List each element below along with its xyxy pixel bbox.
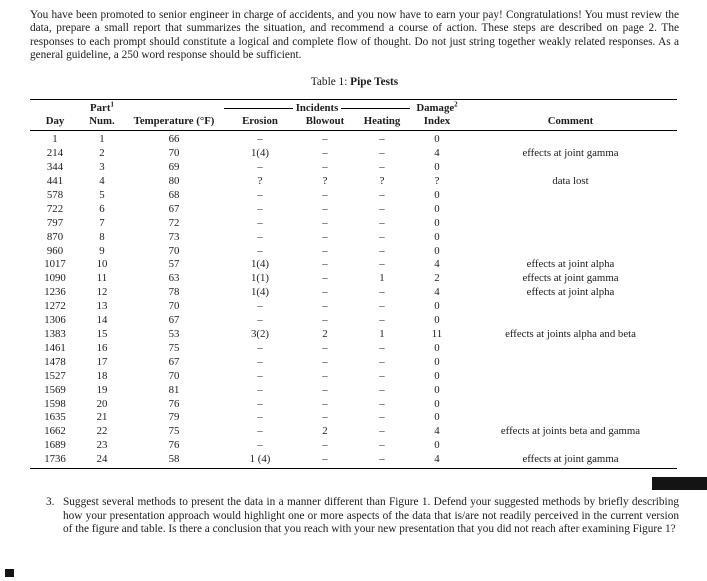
cell-heating: – — [379, 230, 385, 243]
cell-erosion: 1(4) — [251, 147, 269, 160]
cell-comment: effects at joint alpha — [526, 258, 615, 271]
cell-comment — [464, 384, 677, 398]
cell-erosion: – — [257, 355, 263, 368]
table-body — [30, 131, 677, 469]
cell-comment: effects at joints alpha and beta — [505, 328, 636, 340]
table-row — [30, 342, 677, 356]
table-row — [30, 147, 677, 161]
cell-erosion: – — [257, 188, 263, 201]
pipe-tests-table — [30, 99, 677, 470]
cell-blowout: – — [322, 341, 328, 354]
cell-day: 1272 — [44, 300, 66, 313]
cell-blowout: – — [322, 202, 328, 215]
cell-blowout: – — [322, 244, 328, 257]
table-column-header-row — [30, 115, 677, 130]
cell-temperature: 70 — [168, 147, 180, 160]
cell-temperature: 80 — [168, 175, 180, 188]
cell-erosion: – — [257, 439, 263, 452]
cell-temperature: 75 — [168, 341, 180, 354]
table-row — [30, 161, 677, 175]
cell-erosion: 1(4) — [251, 286, 269, 299]
cell-damage-index: 11 — [431, 328, 443, 340]
table-row — [30, 384, 677, 398]
cell-blowout: – — [322, 216, 328, 229]
cell-temperature: 68 — [168, 188, 180, 201]
cell-temperature: 58 — [124, 453, 224, 468]
cell-day: 1569 — [44, 383, 66, 396]
cell-comment — [464, 245, 677, 259]
cell-damage-index: 0 — [434, 188, 440, 201]
header-part-label: Part — [90, 101, 111, 114]
cell-part-num: 9 — [99, 244, 105, 257]
column-header-part-num: Num. — [80, 115, 124, 130]
question-number: 3. — [46, 496, 55, 509]
cell-comment: data lost — [552, 175, 589, 188]
cell-day: 1478 — [44, 355, 66, 368]
table-row — [30, 439, 677, 453]
header-spacer — [464, 99, 677, 115]
table-row — [30, 425, 677, 439]
cell-day: 578 — [46, 188, 64, 201]
cell-damage-index: 0 — [434, 230, 440, 243]
cell-erosion: 3(2) — [251, 328, 269, 340]
cell-blowout: – — [322, 383, 328, 396]
cell-damage-index: 0 — [434, 341, 440, 354]
cell-heating: – — [379, 244, 385, 257]
cell-part-num: 20 — [96, 397, 108, 410]
cell-damage-index: 0 — [434, 439, 440, 452]
cell-erosion: – — [257, 341, 263, 354]
cell-heating: – — [379, 216, 385, 229]
scroll-indicator-fragment — [5, 569, 14, 577]
cell-part-num: 7 — [99, 216, 105, 229]
cell-comment — [464, 203, 677, 217]
cell-comment: effects at joint alpha — [526, 286, 615, 299]
table-row — [30, 245, 677, 259]
cell-temperature: 81 — [168, 383, 180, 396]
table-row — [30, 356, 677, 370]
cell-heating: – — [379, 355, 385, 368]
cell-comment — [464, 161, 677, 175]
header-incidents-label: Incidents — [295, 101, 339, 114]
cell-blowout: – — [322, 439, 328, 452]
table-row — [30, 398, 677, 412]
cell-blowout: – — [296, 453, 354, 468]
cell-part-num: 3 — [99, 161, 105, 174]
cell-part-num: 19 — [96, 383, 108, 396]
cell-damage-index: 0 — [434, 369, 440, 382]
cell-comment — [464, 439, 677, 453]
cell-erosion: 1(1) — [251, 272, 269, 285]
table-row — [30, 314, 677, 328]
table-row — [30, 217, 677, 231]
cell-erosion: – — [257, 425, 263, 438]
header-spacer — [30, 99, 80, 115]
cell-temperature: 67 — [168, 202, 180, 215]
cell-damage-index: 0 — [434, 411, 440, 424]
cell-erosion: – — [257, 411, 263, 424]
table-row — [30, 286, 677, 300]
cell-comment — [464, 411, 677, 425]
cell-blowout: – — [322, 272, 328, 285]
column-header-day: Day — [30, 115, 80, 130]
cell-erosion: – — [257, 133, 263, 146]
cell-day: 1527 — [44, 369, 66, 382]
cell-heating: – — [379, 314, 385, 327]
cell-temperature: 67 — [168, 314, 180, 327]
cell-comment — [464, 398, 677, 412]
table-row — [30, 258, 677, 272]
table-row — [30, 231, 677, 245]
cell-heating: – — [379, 397, 385, 410]
scrollbar-thumb[interactable] — [652, 477, 707, 490]
cell-heating: ? — [379, 175, 385, 188]
cell-comment — [464, 231, 677, 245]
table-row — [30, 131, 677, 147]
table-row — [30, 453, 677, 468]
header-part — [80, 99, 124, 115]
cell-heating: – — [379, 286, 385, 299]
cell-temperature: 70 — [168, 369, 180, 382]
table-row — [30, 328, 677, 342]
cell-heating: – — [379, 300, 385, 313]
cell-damage-index: 0 — [434, 314, 440, 327]
cell-temperature: 76 — [168, 397, 180, 410]
incidents-rule-right — [341, 108, 410, 109]
cell-comment — [464, 300, 677, 314]
cell-blowout: 2 — [322, 425, 328, 438]
cell-erosion: – — [257, 161, 263, 174]
column-header-temperature: Temperature (°F) — [124, 115, 224, 130]
cell-comment — [464, 131, 677, 147]
cell-damage-index: 0 — [434, 355, 440, 368]
table-row — [30, 175, 677, 189]
cell-blowout: – — [322, 147, 328, 160]
column-header-heating: Heating — [354, 115, 410, 130]
cell-temperature: 79 — [168, 411, 180, 424]
cell-heating: 1 — [379, 328, 385, 340]
cell-erosion: 1 (4) — [224, 453, 296, 468]
cell-erosion: 1(4) — [251, 258, 269, 271]
cell-damage-index: 0 — [434, 300, 440, 313]
cell-damage-index: 0 — [434, 133, 440, 146]
cell-comment — [464, 370, 677, 384]
cell-temperature: 69 — [168, 161, 180, 174]
table-group-header-row — [30, 99, 677, 115]
cell-comment: effects at joint gamma — [464, 453, 677, 468]
cell-blowout: – — [322, 355, 328, 368]
cell-damage-index: 0 — [434, 202, 440, 215]
cell-part-num: 8 — [99, 230, 105, 243]
cell-damage-index: 2 — [434, 272, 440, 285]
cell-damage-index: 4 — [434, 147, 440, 160]
table-row — [30, 272, 677, 286]
cell-heating: – — [379, 202, 385, 215]
cell-erosion: – — [257, 314, 263, 327]
cell-heating: – — [354, 453, 410, 468]
cell-temperature: 73 — [168, 230, 180, 243]
cell-temperature: 72 — [168, 216, 180, 229]
cell-part-num: 22 — [96, 425, 108, 438]
cell-temperature: 78 — [168, 286, 180, 299]
cell-part-num: 6 — [99, 202, 105, 215]
cell-heating: – — [379, 411, 385, 424]
cell-temperature: 53 — [168, 328, 180, 340]
cell-part-num: 16 — [96, 341, 108, 354]
cell-day: 214 — [46, 147, 64, 160]
header-incidents-group — [224, 99, 410, 115]
cell-part-num: 15 — [96, 328, 108, 340]
cell-day: 1 — [52, 133, 58, 146]
cell-part-num: 18 — [96, 369, 108, 382]
table-row — [30, 189, 677, 203]
cell-damage-index: 4 — [434, 425, 440, 438]
cell-comment: effects at joint gamma — [522, 272, 619, 285]
cell-temperature: 66 — [168, 133, 180, 146]
cell-heating: – — [379, 425, 385, 438]
header-spacer — [124, 99, 224, 115]
cell-comment — [464, 356, 677, 370]
cell-day: 344 — [46, 161, 64, 174]
table-caption-title: Pipe Tests — [350, 75, 399, 88]
cell-heating: 1 — [379, 272, 385, 285]
cell-part-num: 24 — [80, 453, 124, 468]
cell-erosion: – — [257, 216, 263, 229]
cell-comment: effects at joints beta and gamma — [500, 425, 641, 438]
cell-part-num: 5 — [99, 188, 105, 201]
cell-part-num: 10 — [96, 258, 108, 271]
column-header-damage-index: Index — [410, 115, 464, 130]
cell-part-num: 23 — [96, 439, 108, 452]
cell-blowout: 2 — [322, 328, 328, 340]
cell-erosion: – — [257, 369, 263, 382]
cell-damage-index: 4 — [410, 453, 464, 468]
cell-day: 1090 — [44, 272, 66, 285]
cell-blowout: – — [322, 230, 328, 243]
cell-damage-index: ? — [434, 175, 440, 188]
cell-part-num: 21 — [96, 411, 108, 424]
cell-part-num: 13 — [96, 300, 108, 313]
cell-heating: – — [379, 341, 385, 354]
cell-damage-index: 0 — [434, 397, 440, 410]
cell-heating: – — [379, 369, 385, 382]
table-row — [30, 300, 677, 314]
footnote-marker-1: 1 — [110, 99, 114, 108]
incidents-rule-left — [224, 108, 293, 109]
cell-erosion: – — [257, 202, 263, 215]
cell-comment — [464, 217, 677, 231]
cell-day: 722 — [46, 202, 64, 215]
header-damage — [410, 99, 464, 115]
cell-damage-index: 4 — [434, 286, 440, 299]
cell-day: 960 — [46, 244, 64, 257]
cell-temperature: 57 — [168, 258, 180, 271]
cell-blowout: – — [322, 369, 328, 382]
cell-day: 1306 — [44, 314, 66, 327]
cell-comment — [464, 342, 677, 356]
question-item-3 — [30, 496, 679, 537]
cell-damage-index: 0 — [434, 383, 440, 396]
cell-temperature: 76 — [168, 439, 180, 452]
cell-blowout: – — [322, 397, 328, 410]
table-row — [30, 411, 677, 425]
cell-day: 1461 — [44, 341, 66, 354]
cell-damage-index: 0 — [434, 216, 440, 229]
cell-erosion: ? — [257, 175, 263, 188]
cell-day: 1736 — [30, 453, 80, 468]
cell-temperature: 75 — [168, 425, 180, 438]
cell-part-num: 14 — [96, 314, 108, 327]
cell-temperature: 70 — [168, 300, 180, 313]
cell-blowout: ? — [322, 175, 328, 188]
cell-temperature: 67 — [168, 355, 180, 368]
cell-blowout: – — [322, 258, 328, 271]
cell-part-num: 11 — [96, 272, 108, 285]
footnote-marker-2: 2 — [454, 99, 458, 108]
cell-heating: – — [379, 188, 385, 201]
cell-part-num: 2 — [99, 147, 105, 160]
cell-blowout: – — [322, 300, 328, 313]
cell-blowout: – — [322, 188, 328, 201]
cell-part-num: 12 — [96, 286, 108, 299]
table-caption-label: Table 1: — [310, 75, 351, 88]
cell-erosion: – — [257, 300, 263, 313]
cell-day: 1017 — [44, 258, 66, 271]
cell-day: 797 — [46, 216, 64, 229]
cell-heating: – — [379, 439, 385, 452]
cell-day: 1598 — [44, 397, 66, 410]
cell-damage-index: 4 — [434, 258, 440, 271]
table-row — [30, 203, 677, 217]
cell-heating: – — [379, 383, 385, 396]
cell-heating: – — [379, 258, 385, 271]
table-row — [30, 370, 677, 384]
intro-paragraph: You have been promoted to senior engineer in charge of accidents, and you now have to earn your pay! Congratulations! You must review the data, prepare a small report that summarizes the situation, and recommend a course of action. These steps are described on page 2. The responses to each prompt should constitute a logical and complete flow of thought. Do not just string together weakly related responses. As a general guideline, a 250 word response should be sufficient. — [30, 9, 679, 62]
cell-blowout: – — [322, 133, 328, 146]
cell-comment: effects at joint gamma — [522, 147, 619, 160]
cell-blowout: – — [322, 161, 328, 174]
cell-erosion: – — [257, 244, 263, 257]
column-header-comment: Comment — [464, 115, 677, 130]
question-text: Suggest several methods to present the data in a manner different than Figure 1. Defend your suggested methods by briefly describing how your presentation approach would highlight one or more aspects of the data that is/are not readily perceived in the current version of the figure and table. Is there a conclusion that you reach with your new presentation that you did not reach after examining Figure 1? — [63, 496, 679, 536]
cell-day: 441 — [46, 175, 64, 188]
cell-temperature: 70 — [168, 244, 180, 257]
cell-erosion: – — [257, 383, 263, 396]
cell-blowout: – — [322, 411, 328, 424]
cell-day: 1236 — [44, 286, 66, 299]
cell-part-num: 17 — [96, 355, 108, 368]
cell-day: 870 — [46, 230, 64, 243]
cell-blowout: – — [322, 286, 328, 299]
cell-heating: – — [379, 147, 385, 160]
cell-day: 1689 — [44, 439, 66, 452]
column-header-erosion: Erosion — [224, 115, 296, 130]
cell-comment — [464, 314, 677, 328]
cell-part-num: 4 — [99, 175, 105, 188]
header-damage-label: Damage — [416, 101, 455, 114]
column-header-blowout: Blowout — [296, 115, 354, 130]
cell-damage-index: 0 — [434, 244, 440, 257]
cell-damage-index: 0 — [434, 161, 440, 174]
cell-comment — [464, 189, 677, 203]
table-caption — [30, 76, 679, 88]
cell-blowout: – — [322, 314, 328, 327]
cell-part-num: 1 — [99, 133, 105, 146]
cell-erosion: – — [257, 230, 263, 243]
cell-day: 1662 — [44, 425, 66, 438]
cell-heating: – — [379, 161, 385, 174]
cell-temperature: 63 — [168, 272, 180, 285]
cell-heating: – — [379, 133, 385, 146]
cell-day: 1635 — [44, 411, 66, 424]
cell-day: 1383 — [44, 328, 66, 340]
cell-erosion: – — [257, 397, 263, 410]
